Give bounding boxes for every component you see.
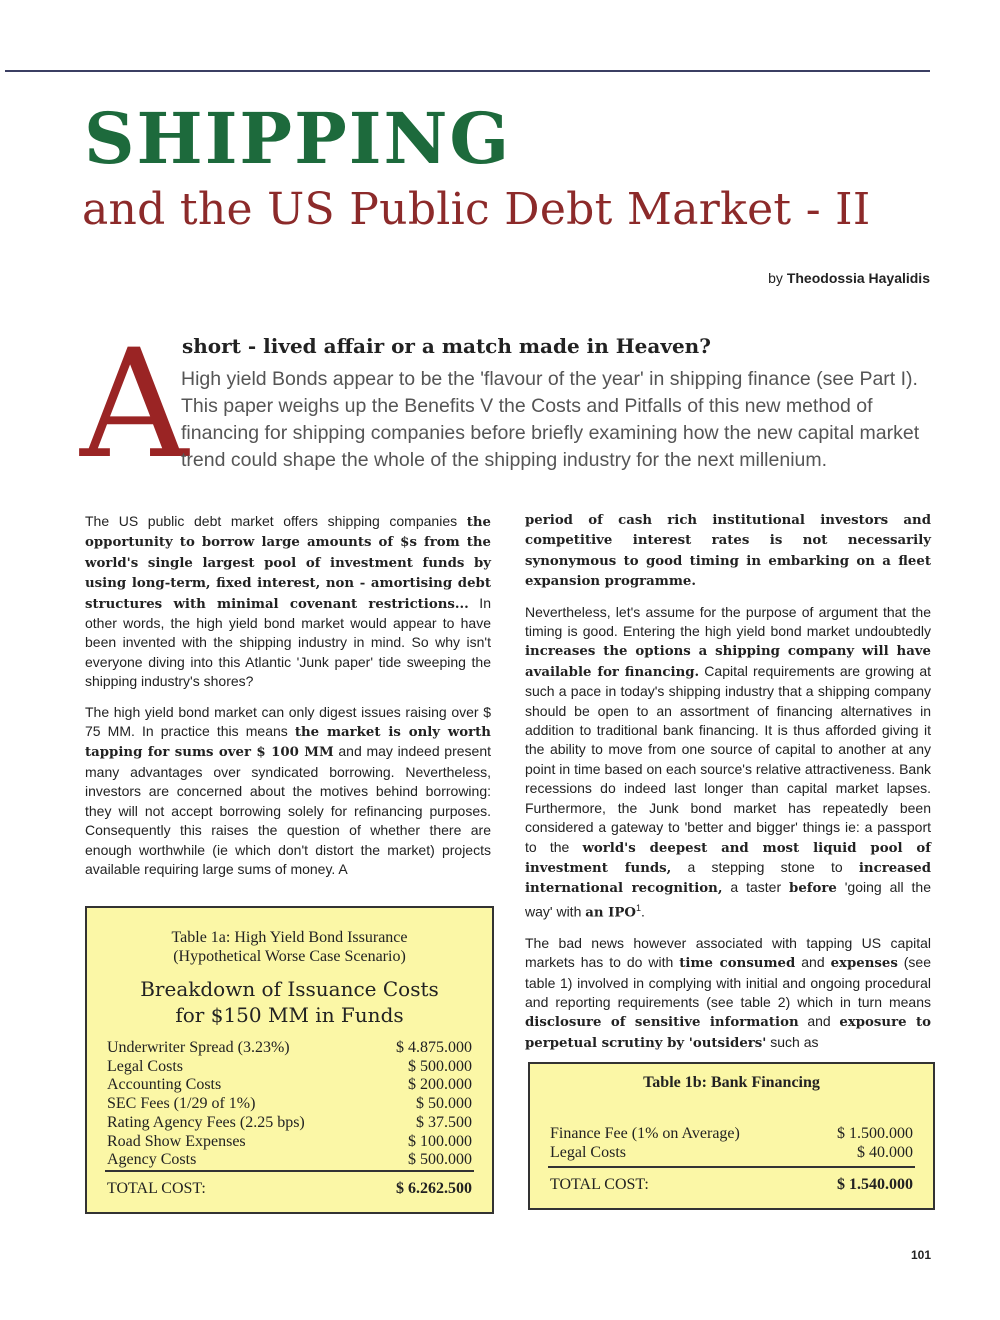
table-1a-total xyxy=(107,1180,472,1198)
text-span: The US public debt market offers shipping companies xyxy=(85,513,467,529)
bold-span: the opportunity to borrow large amounts of $s from the world's single largest pool of investment funds by using long-term, fixed interest, non - amortising debt structures with minimal covenant restrictions... xyxy=(85,515,491,612)
row-value: $ 4.875.000 xyxy=(396,1039,472,1056)
right-paragraph-3 xyxy=(525,934,931,1053)
bold-span: increases the options a shipping company will have available for financing. xyxy=(525,644,931,680)
row-value: $ 40.000 xyxy=(857,1143,913,1161)
text-span: (see table 1) involved in complying with initial and ongoing procedural and reporting requirements (see table 2) which in turn means xyxy=(525,954,931,1010)
bold-span: the market is only worth tapping for sums over $ 100 MM xyxy=(85,725,491,761)
text-span: In other words, the high yield bond market would appear to have been invented with the shipping industry in mind. So why isn't everyone diving into this Atlantic 'Junk paper' tide sweeping the shipping industry's shores? xyxy=(85,594,491,690)
heading-line: for $150 MM in Funds xyxy=(175,1003,404,1027)
bold-span: before xyxy=(789,881,837,897)
row-label: Finance Fee (1% on Average) xyxy=(550,1125,740,1142)
text-span: Capital requirements are growing at such a pace in today's shipping industry that a shipping company should be open to an assortment of financing alternatives in addition to traditional bank financing. It is thus afforded giving it the ability to move from one source of capital to another at any point in time based on each source's relative attractiveness. Bank recessions do indeed last longer than capital market lapses. Furthermore, the Junk bond market has repeatedly been considered a gateway to 'better and bigger' things ie: a passport to the xyxy=(525,662,932,855)
bold-span: increased international recognition, xyxy=(525,860,932,897)
table-1b-bank-financing xyxy=(528,1062,935,1210)
intro-paragraph: High yield Bonds appear to be the 'flavour of the year' in shipping finance (see Part I). This paper weighs up the Benefits V the Costs and Pitfalls of this new method of financing for shipping companies before briefly examining how the new capital market trend could shape the whole of the shipping industry for the next millenium. xyxy=(181,368,920,471)
table-1b-rows xyxy=(550,1125,913,1162)
table-1a-caption xyxy=(87,928,492,966)
text-span: The bad news however associated with tapping US capital markets has to do with xyxy=(525,934,931,971)
text-span: Nevertheless, let's assume for the purpose of argument that the timing is good. Entering the high yield bond market undoubtedly xyxy=(525,603,931,640)
total-label: TOTAL COST: xyxy=(550,1176,649,1193)
byline-author: Theodossia Hayalidis xyxy=(786,270,930,286)
row-label: SEC Fees (1/29 of 1%) xyxy=(107,1095,256,1113)
bold-span: disclosure of sensitive information xyxy=(525,1015,799,1031)
total-label: TOTAL COST: xyxy=(107,1180,206,1197)
row-value: $ 50.000 xyxy=(416,1095,472,1113)
table-row xyxy=(107,1095,472,1114)
text-span: and xyxy=(795,954,831,971)
row-label: Legal Costs xyxy=(550,1143,626,1161)
right-column xyxy=(525,510,931,1064)
table-row xyxy=(550,1125,913,1144)
byline xyxy=(768,270,930,286)
article-title: SHIPPING xyxy=(84,97,512,180)
table-row xyxy=(107,1151,472,1170)
table-row xyxy=(550,1144,913,1163)
table-row xyxy=(107,1133,472,1152)
total-value: $ 1.540.000 xyxy=(837,1176,913,1193)
row-value: $ 200.000 xyxy=(408,1076,472,1094)
table-row xyxy=(107,1058,472,1077)
text-span: a stepping stone to xyxy=(671,858,859,875)
right-paragraph-2 xyxy=(525,603,931,923)
total-value: $ 6.262.500 xyxy=(396,1180,472,1197)
drop-cap: A xyxy=(80,318,189,492)
right-paragraph-1 xyxy=(525,510,931,592)
total-divider xyxy=(548,1166,915,1168)
byline-prefix: by xyxy=(768,270,783,286)
left-column xyxy=(85,512,491,890)
table-row xyxy=(107,1114,472,1133)
row-label: Accounting Costs xyxy=(107,1076,222,1094)
bold-span: time consumed xyxy=(679,956,796,972)
bold-span: exposure to perpetual scrutiny by 'outsiders' xyxy=(525,1015,931,1051)
article-subtitle: and the US Public Debt Market - II xyxy=(82,184,871,235)
bold-span: an IPO xyxy=(585,905,636,921)
left-paragraph-2 xyxy=(85,703,491,880)
row-label: Underwriter Spread (3.23%) xyxy=(107,1039,290,1056)
bold-span: expenses xyxy=(830,956,898,972)
text-span: such as xyxy=(766,1033,819,1050)
row-value: $ 1.500.000 xyxy=(837,1125,913,1142)
table-row xyxy=(107,1039,472,1058)
page-number: 101 xyxy=(910,1248,931,1262)
table-1a-rows xyxy=(107,1039,472,1170)
left-paragraph-1 xyxy=(85,512,491,692)
text-span: and xyxy=(798,1013,840,1030)
table-row xyxy=(107,1076,472,1095)
text-span: 'going all the way' with xyxy=(525,879,931,920)
text-span: . xyxy=(640,903,645,920)
footnote-marker: 1 xyxy=(635,902,641,913)
row-value: $ 500.000 xyxy=(408,1057,472,1075)
row-label: Legal Costs xyxy=(107,1057,183,1075)
row-label: Agency Costs xyxy=(107,1151,197,1169)
caption-line: Table 1a: High Yield Bond Issurance xyxy=(171,929,408,946)
row-label: Road Show Expenses xyxy=(107,1132,246,1150)
table-1b-total xyxy=(550,1176,913,1194)
table-1a-high-yield-costs xyxy=(85,906,494,1214)
heading-line: Breakdown of Issuance Costs xyxy=(140,977,439,1001)
row-value: $ 100.000 xyxy=(408,1132,472,1150)
row-label: Rating Agency Fees (2.25 bps) xyxy=(107,1113,305,1131)
table-1a-heading xyxy=(87,976,492,1028)
caption-line: (Hypothetical Worse Case Scenario) xyxy=(173,948,406,965)
bold-span: period of cash rich institutional investors and competitive interest rates is not necessarily synonymous to good timing in embarking on a fleet expansion programme. xyxy=(525,513,931,590)
total-divider xyxy=(105,1170,474,1172)
row-value: $ 37.500 xyxy=(416,1113,472,1131)
text-span: The high yield bond market can only digest issues raising over $ 75 MM. In practice this means xyxy=(85,703,491,740)
top-rule xyxy=(5,70,930,72)
row-value: $ 500.000 xyxy=(408,1151,472,1169)
text-span: a taster xyxy=(722,879,790,896)
table-1b-caption: Table 1b: Bank Financing xyxy=(643,1074,820,1091)
intro-question: short - lived affair or a match made in Heaven? xyxy=(182,334,711,358)
bold-span: world's deepest and most liquid pool of investment funds, xyxy=(525,840,932,876)
text-span: and may indeed present many advantages over syndicated borrowing. Nevertheless, investors are concerned about the motives behind borrowing: they will not accept borrowing solely for refinancing purposes. Consequently this raises the question of whether there are enough worthwhile (ie which don't distort the market) projects available requiring large sums of money. A xyxy=(85,743,491,877)
